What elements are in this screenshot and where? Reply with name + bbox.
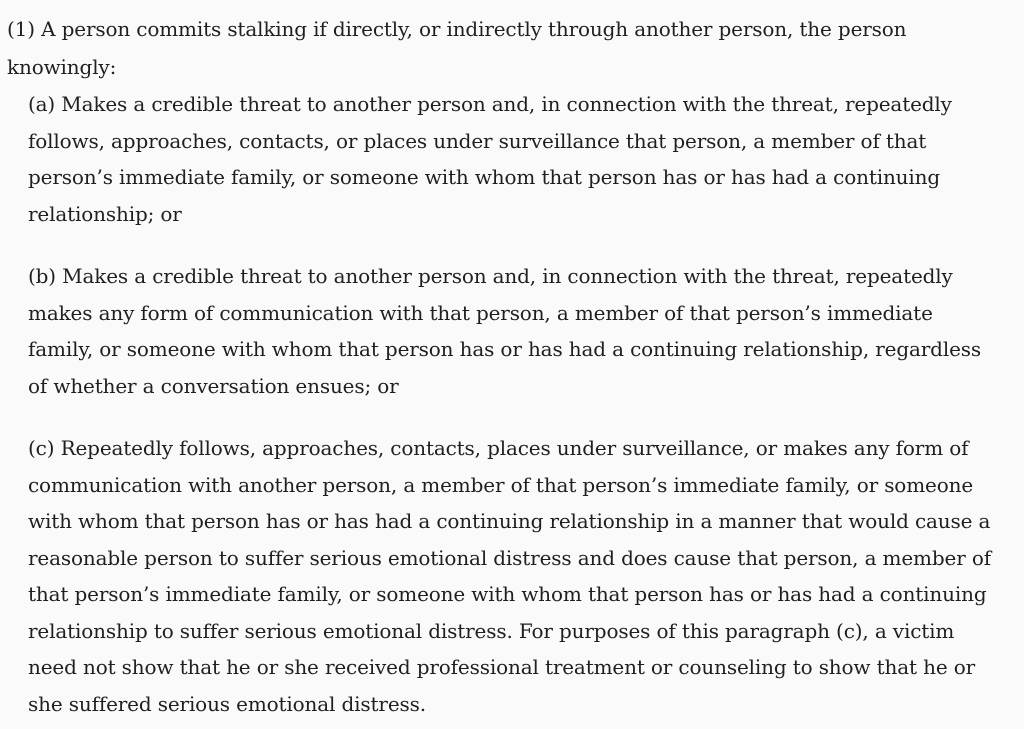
statute-subsection-1 <box>7 10 997 86</box>
statute-paragraph-a <box>28 86 998 232</box>
subsection-1-text: A person commits stalking if directly, or indirectly through another person, the person knowingly: <box>7 17 907 79</box>
statute-paragraph-b <box>28 258 998 404</box>
subsection-label-1: (1) <box>7 17 35 41</box>
paragraph-label-b: (b) <box>28 264 56 288</box>
paragraph-c-text: Repeatedly follows, approaches, contacts, places under surveillance, or makes any form of communication with another person, a member of that person’s immediate family, or someone with whom that person has or has had a continuing relationship in a manner that would cause a reasonable person to suffer serious emotional distress and does cause that person, a member of that person’s immediate family, or someone with whom that person has or has had a continuing relationship to suffer serious emotional distress. For purposes of this paragraph (c), a victim need not show that he or she received professional treatment or counseling to show that he or she suffered serious emotional distress. <box>28 436 991 716</box>
statute-paragraph-c <box>28 430 998 722</box>
paragraph-label-a: (a) <box>28 92 56 116</box>
paragraph-b-text: Makes a credible threat to another person and, in connection with the threat, repeatedly makes any form of communication with that person, a member of that person’s immediate family, or someone with whom that person has or has had a continuing relationship, regardless of whether a conversation ensues; or <box>28 264 981 398</box>
paragraph-label-c: (c) <box>28 436 55 460</box>
paragraph-a-text: Makes a credible threat to another person and, in connection with the threat, repeatedly follows, approaches, contacts, or places under surveillance that person, a member of that person’s immediate family, or someone with whom that person has or has had a continuing relationship; or <box>28 92 952 226</box>
